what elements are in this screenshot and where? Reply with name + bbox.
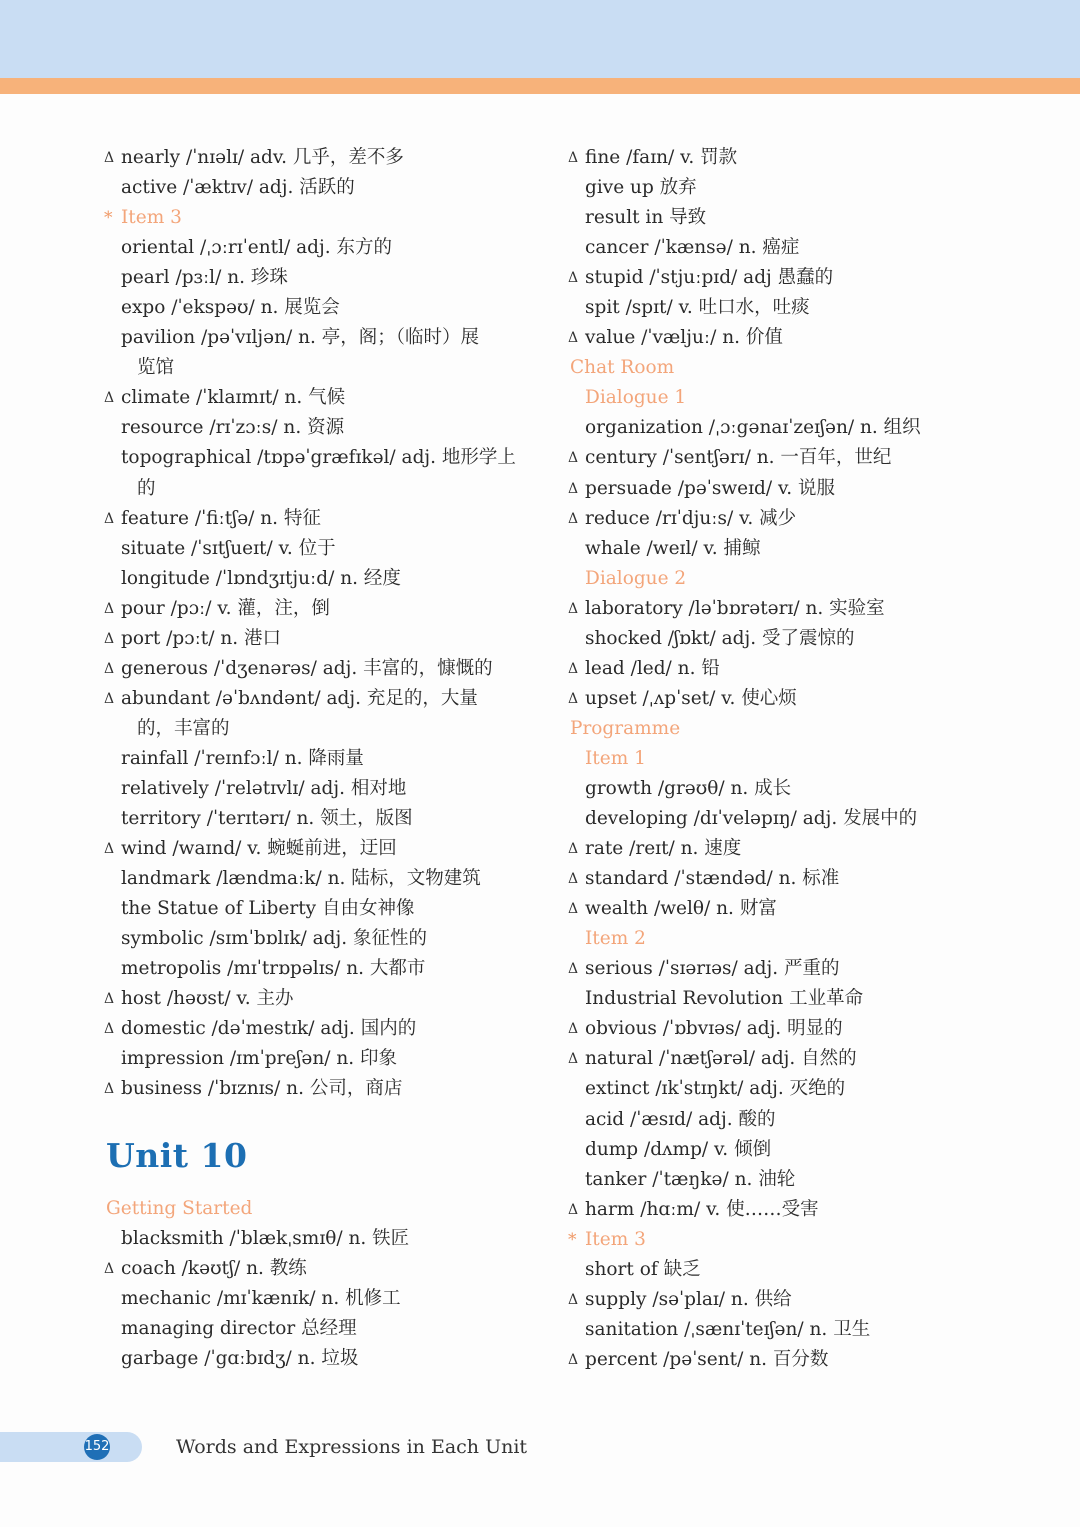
vocab-entry (104, 353, 534, 383)
entry-text: century /ˈsentʃərɪ/ n. 一百年，世纪 (585, 447, 892, 469)
entry-text: Getting Started (106, 1198, 253, 1219)
entry-text: coach /kəʊtʃ/ n. 教练 (121, 1258, 307, 1280)
vocab-entry (104, 293, 534, 323)
triangle-icon: Δ (568, 1051, 579, 1068)
entry-text: oriental /ˌɔːrɪˈentl/ adj. 东方的 (121, 237, 392, 259)
vocab-entry (568, 654, 1048, 684)
vocab-entry (568, 413, 1048, 443)
vocab-entry (104, 323, 534, 353)
entry-text: whale /weɪl/ v. 捕鲸 (585, 537, 761, 559)
unit-title: Unit 10 (106, 1136, 248, 1175)
vocab-entry (104, 804, 534, 834)
star-icon: * (568, 1229, 577, 1250)
entry-text: obvious /ˈɒbvɪəs/ adj. 明显的 (585, 1018, 843, 1040)
page-number: 152 (84, 1434, 110, 1460)
entry-text: Industrial Revolution 工业革命 (585, 988, 864, 1010)
entry-text: serious /ˈsɪərɪəs/ adj. 严重的 (585, 958, 840, 980)
header-band (0, 0, 1080, 78)
header-stripe (0, 78, 1080, 94)
entry-text: extinct /ɪkˈstɪŋkt/ adj. 灭绝的 (585, 1078, 846, 1100)
entry-text: wealth /welθ/ n. 财富 (585, 898, 777, 920)
entry-text: feature /ˈfiːtʃə/ n. 特征 (121, 507, 321, 529)
entry-text: climate /ˈklaɪmɪt/ n. 气候 (121, 387, 346, 409)
entry-text: cancer /ˈkænsə/ n. 癌症 (585, 237, 800, 259)
vocab-entry (568, 443, 1048, 473)
vocab-entry (104, 1284, 534, 1314)
entry-text: growth /grəʊθ/ n. 成长 (585, 777, 792, 799)
vocab-entry (104, 1044, 534, 1074)
footer-band (0, 1432, 142, 1462)
vocab-entry (568, 1074, 1048, 1104)
triangle-icon: Δ (104, 390, 115, 407)
vocab-entry (568, 834, 1048, 864)
vocab-entry (568, 323, 1048, 353)
entry-text: 览馆 (137, 357, 175, 379)
entry-text: Item 3 (121, 207, 182, 229)
triangle-icon: Δ (104, 841, 115, 858)
vocab-entry (104, 173, 534, 203)
vocab-entry (568, 1195, 1048, 1225)
vocab-entry (104, 864, 534, 894)
vocab-entry (104, 894, 534, 924)
vocab-entry (104, 1074, 534, 1104)
entry-text: pavilion /pəˈvɪljən/ n. 亭，阁；（临时）展 (121, 327, 480, 349)
entry-text: short of 缺乏 (585, 1258, 701, 1280)
triangle-icon: Δ (104, 1081, 115, 1098)
vocab-entry (104, 1224, 534, 1254)
vocab-entry (104, 263, 534, 293)
entry-text: natural /ˈnætʃərəl/ adj. 自然的 (585, 1048, 857, 1070)
section-heading (568, 383, 1048, 413)
entry-text: tanker /ˈtæŋkə/ n. 油轮 (585, 1168, 796, 1190)
entry-text: blacksmith /ˈblækˌsmɪθ/ n. 铁匠 (121, 1228, 410, 1250)
star-icon: * (104, 208, 113, 229)
vocab-entry (568, 1135, 1048, 1165)
footer-title: Words and Expressions in Each Unit (176, 1436, 528, 1458)
entry-text: lead /led/ n. 铅 (585, 657, 720, 679)
entry-text: spit /spɪt/ v. 吐口水，吐痰 (585, 297, 810, 319)
triangle-icon: Δ (568, 450, 579, 467)
vocab-entry (104, 654, 534, 684)
triangle-icon: Δ (568, 901, 579, 918)
triangle-icon: Δ (104, 660, 115, 677)
section-heading (568, 744, 1048, 774)
section-heading (568, 924, 1048, 954)
right-column (568, 143, 1048, 1375)
entry-text: garbage /ˈgɑːbɪdʒ/ n. 垃圾 (121, 1348, 359, 1370)
triangle-icon: Δ (568, 690, 579, 707)
vocab-entry (104, 1014, 534, 1044)
entry-text: 的，丰富的 (137, 717, 230, 739)
vocab-entry (568, 263, 1048, 293)
entry-text: territory /ˈterɪtərɪ/ n. 领土，版图 (121, 808, 413, 830)
entry-text: Item 2 (585, 928, 646, 950)
vocab-entry (104, 624, 534, 654)
vocab-entry (568, 684, 1048, 714)
entry-text: shocked /ʃɒkt/ adj. 受了震惊的 (585, 627, 855, 649)
vocab-entry (104, 834, 534, 864)
entry-text: port /pɔːt/ n. 港口 (121, 627, 282, 649)
vocab-entry (104, 714, 534, 744)
vocab-entry (568, 774, 1048, 804)
section-heading (104, 203, 534, 233)
entry-text: impression /ɪmˈpreʃən/ n. 印象 (121, 1048, 398, 1070)
vocab-entry (568, 864, 1048, 894)
entry-text: symbolic /sɪmˈbɒlɪk/ adj. 象征性的 (121, 928, 428, 950)
entry-text: dump /dʌmp/ v. 倾倒 (585, 1138, 772, 1160)
triangle-icon: Δ (568, 660, 579, 677)
vocab-entry (104, 413, 534, 443)
vocab-entry (104, 1344, 534, 1374)
vocab-entry (104, 774, 534, 804)
vocab-entry (104, 984, 534, 1014)
left-column (104, 143, 534, 1105)
vocab-entry (568, 894, 1048, 924)
triangle-icon: Δ (104, 991, 115, 1008)
vocab-entry (568, 203, 1048, 233)
left-column-unit10 (104, 1194, 534, 1374)
entry-text: developing /dɪˈveləpɪŋ/ adj. 发展中的 (585, 808, 918, 830)
vocab-entry (104, 383, 534, 413)
entry-text: 的 (137, 477, 156, 499)
entry-text: supply /səˈplaɪ/ n. 供给 (585, 1288, 792, 1310)
vocab-entry (104, 954, 534, 984)
vocab-entry (568, 1165, 1048, 1195)
vocab-entry (568, 594, 1048, 624)
triangle-icon: Δ (568, 270, 579, 287)
triangle-icon: Δ (104, 630, 115, 647)
entry-text: pour /pɔː/ v. 灌，注，倒 (121, 597, 330, 619)
vocab-entry (104, 233, 534, 263)
entry-text: persuade /pəˈsweɪd/ v. 说服 (585, 477, 836, 499)
vocab-entry (104, 443, 534, 473)
entry-text: landmark /lændmaːk/ n. 陆标，文物建筑 (121, 868, 481, 890)
triangle-icon: Δ (568, 871, 579, 888)
entry-text: longitude /ˈlɒndʒɪtjuːd/ n. 经度 (121, 567, 401, 589)
entry-text: situate /ˈsɪtʃueɪt/ v. 位于 (121, 537, 336, 559)
entry-text: Dialogue 2 (585, 567, 687, 589)
triangle-icon: Δ (568, 1021, 579, 1038)
vocab-entry (104, 564, 534, 594)
entry-text: generous /ˈdʒenərəs/ adj. 丰富的，慷慨的 (121, 657, 493, 679)
entry-text: domestic /dəˈmestɪk/ adj. 国内的 (121, 1018, 417, 1040)
triangle-icon: Δ (568, 330, 579, 347)
triangle-icon: Δ (104, 150, 115, 166)
entry-text: Item 1 (585, 747, 646, 769)
entry-text: percent /pəˈsent/ n. 百分数 (585, 1348, 829, 1370)
vocab-entry (104, 143, 534, 173)
vocab-entry (568, 293, 1048, 323)
entry-text: expo /ˈekspəʊ/ n. 展览会 (121, 297, 340, 319)
entry-text: mechanic /mɪˈkænɪk/ n. 机修工 (121, 1288, 401, 1310)
vocab-entry (104, 1314, 534, 1344)
vocab-entry (568, 984, 1048, 1014)
entry-text: Item 3 (585, 1228, 646, 1250)
entry-text: topographical /tɒpəˈgræfɪkəl/ adj. 地形学上 (121, 447, 516, 469)
triangle-icon: Δ (104, 510, 115, 527)
entry-text: managing director 总经理 (121, 1318, 357, 1340)
vocab-entry (568, 1285, 1048, 1315)
vocab-entry (568, 534, 1048, 564)
entry-text: relatively /ˈrelətɪvlɪ/ adj. 相对地 (121, 777, 407, 799)
entry-text: result in 导致 (585, 207, 707, 229)
vocab-entry (568, 1315, 1048, 1345)
vocab-entry (568, 1014, 1048, 1044)
vocab-entry (104, 1254, 534, 1284)
vocab-entry (568, 233, 1048, 263)
triangle-icon: Δ (568, 150, 579, 166)
vocab-entry (568, 954, 1048, 984)
entry-text: nearly /ˈnɪəlɪ/ adv. 几乎，差不多 (121, 147, 404, 168)
vocab-entry (568, 1044, 1048, 1074)
section-heading (104, 1194, 534, 1224)
vocab-entry (568, 173, 1048, 203)
vocab-entry (104, 534, 534, 564)
triangle-icon: Δ (568, 1201, 579, 1218)
vocab-entry (104, 504, 534, 534)
entry-text: value /ˈvæljuː/ n. 价值 (585, 327, 783, 349)
triangle-icon: Δ (568, 1291, 579, 1308)
section-heading (568, 1225, 1048, 1255)
vocab-entry (104, 924, 534, 954)
entry-text: laboratory /ləˈbɒrətərɪ/ n. 实验室 (585, 597, 885, 619)
entry-text: harm /hɑːm/ v. 使……受害 (585, 1198, 819, 1220)
vocab-entry (104, 684, 534, 714)
entry-text: fine /faɪn/ v. 罚款 (585, 147, 738, 168)
entry-text: wind /waɪnd/ v. 蜿蜒前进，迂回 (121, 838, 397, 860)
triangle-icon: Δ (568, 510, 579, 527)
entry-text: standard /ˈstændəd/ n. 标准 (585, 868, 840, 890)
vocab-entry (568, 474, 1048, 504)
entry-text: reduce /rɪˈdjuːs/ v. 减少 (585, 507, 797, 529)
vocab-entry (104, 744, 534, 774)
vocab-entry (568, 1105, 1048, 1135)
entry-text: give up 放弃 (585, 177, 697, 199)
entry-text: acid /ˈæsɪd/ adj. 酸的 (585, 1108, 776, 1130)
entry-text: rainfall /ˈreɪnfɔːl/ n. 降雨量 (121, 747, 364, 769)
vocab-entry (568, 804, 1048, 834)
entry-text: sanitation /ˌsænɪˈteɪʃən/ n. 卫生 (585, 1318, 871, 1340)
entry-text: Dialogue 1 (585, 387, 687, 409)
entry-text: abundant /əˈbʌndənt/ adj. 充足的，大量 (121, 687, 478, 709)
entry-text: Programme (570, 717, 681, 739)
triangle-icon: Δ (568, 600, 579, 617)
entry-text: stupid /ˈstjuːpɪd/ adj 愚蠢的 (585, 267, 834, 289)
triangle-icon: Δ (568, 961, 579, 978)
triangle-icon: Δ (568, 841, 579, 858)
vocab-entry (568, 504, 1048, 534)
triangle-icon: Δ (568, 480, 579, 497)
vocab-entry (568, 624, 1048, 654)
section-heading (568, 353, 1048, 383)
triangle-icon: Δ (104, 690, 115, 707)
vocab-entry (568, 143, 1048, 173)
entry-text: rate /reɪt/ n. 速度 (585, 838, 742, 860)
entry-text: Chat Room (570, 357, 675, 379)
entry-text: upset /ˌʌpˈset/ v. 使心烦 (585, 687, 797, 709)
section-heading (568, 564, 1048, 594)
entry-text: metropolis /mɪˈtrɒpəlɪs/ n. 大都市 (121, 958, 426, 980)
entry-text: resource /rɪˈzɔːs/ n. 资源 (121, 417, 345, 439)
entry-text: the Statue of Liberty 自由女神像 (121, 898, 415, 920)
triangle-icon: Δ (104, 600, 115, 617)
entry-text: pearl /pɜːl/ n. 珍珠 (121, 267, 288, 289)
entry-text: host /həʊst/ v. 主办 (121, 988, 294, 1010)
vocab-entry (104, 474, 534, 504)
vocab-entry (568, 1255, 1048, 1285)
vocab-entry (104, 594, 534, 624)
entry-text: business /ˈbɪznɪs/ n. 公司，商店 (121, 1078, 403, 1100)
vocab-entry (568, 1345, 1048, 1375)
entry-text: active /ˈæktɪv/ adj. 活跃的 (121, 177, 355, 199)
section-heading (568, 714, 1048, 744)
triangle-icon: Δ (568, 1351, 579, 1368)
entry-text: organization /ˌɔːgənaɪˈzeɪʃən/ n. 组织 (585, 417, 921, 439)
triangle-icon: Δ (104, 1021, 115, 1038)
triangle-icon: Δ (104, 1261, 115, 1278)
